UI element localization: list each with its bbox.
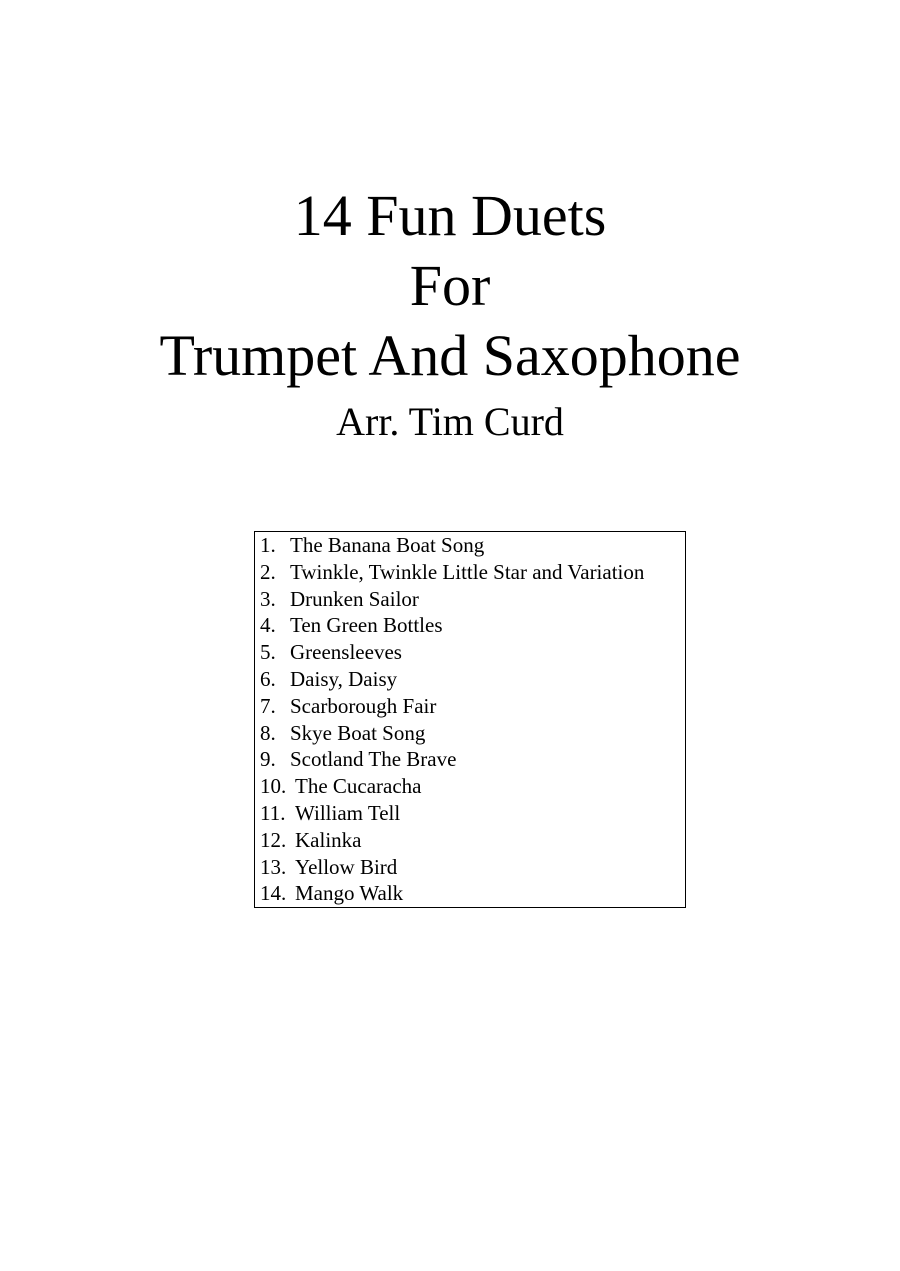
list-item (260, 586, 644, 613)
item-title: Yellow Bird (295, 854, 398, 879)
list-item (260, 720, 644, 747)
item-title: Scotland The Brave (290, 747, 457, 772)
list-item (260, 532, 644, 559)
title-line-1: 14 Fun Duets (293, 183, 607, 248)
item-title: William Tell (295, 800, 401, 825)
contents-box (254, 531, 686, 908)
arranger-credit: Arr. Tim Curd (336, 399, 564, 444)
item-title: The Cucaracha (295, 774, 422, 799)
item-number: 7. (260, 693, 276, 718)
item-number: 2. (260, 559, 276, 584)
item-title: Greensleeves (290, 640, 402, 665)
item-number: 13. (260, 854, 287, 879)
item-title: Drunken Sailor (290, 586, 419, 611)
item-title: Scarborough Fair (290, 693, 437, 718)
title-line-3: Trumpet And Saxophone (159, 323, 741, 388)
item-number: 12. (260, 827, 287, 852)
list-item (260, 773, 644, 800)
item-title: Kalinka (295, 827, 362, 852)
contents-list (260, 532, 644, 907)
item-number: 4. (260, 613, 276, 638)
item-number: 10. (260, 774, 287, 799)
item-number: 14. (260, 881, 287, 906)
item-title: Mango Walk (295, 881, 404, 906)
list-item (260, 746, 644, 773)
item-number: 8. (260, 720, 276, 745)
list-item (260, 800, 644, 827)
list-item (260, 854, 644, 881)
list-item (260, 666, 644, 693)
item-number: 1. (260, 533, 276, 557)
list-item (260, 559, 644, 586)
item-title: Twinkle, Twinkle Little Star and Variation (290, 559, 645, 584)
item-title: Daisy, Daisy (290, 666, 398, 691)
title-line-2: For (409, 253, 491, 318)
item-title: The Banana Boat Song (290, 533, 485, 557)
item-number: 9. (260, 747, 276, 772)
list-item (260, 693, 644, 720)
item-number: 6. (260, 666, 276, 691)
item-number: 11. (260, 800, 286, 825)
item-title: Skye Boat Song (290, 720, 426, 745)
item-number: 5. (260, 640, 276, 665)
item-title: Ten Green Bottles (290, 613, 443, 638)
list-item (260, 880, 644, 907)
list-item (260, 827, 644, 854)
list-item (260, 612, 644, 639)
item-number: 3. (260, 586, 276, 611)
list-item (260, 639, 644, 666)
